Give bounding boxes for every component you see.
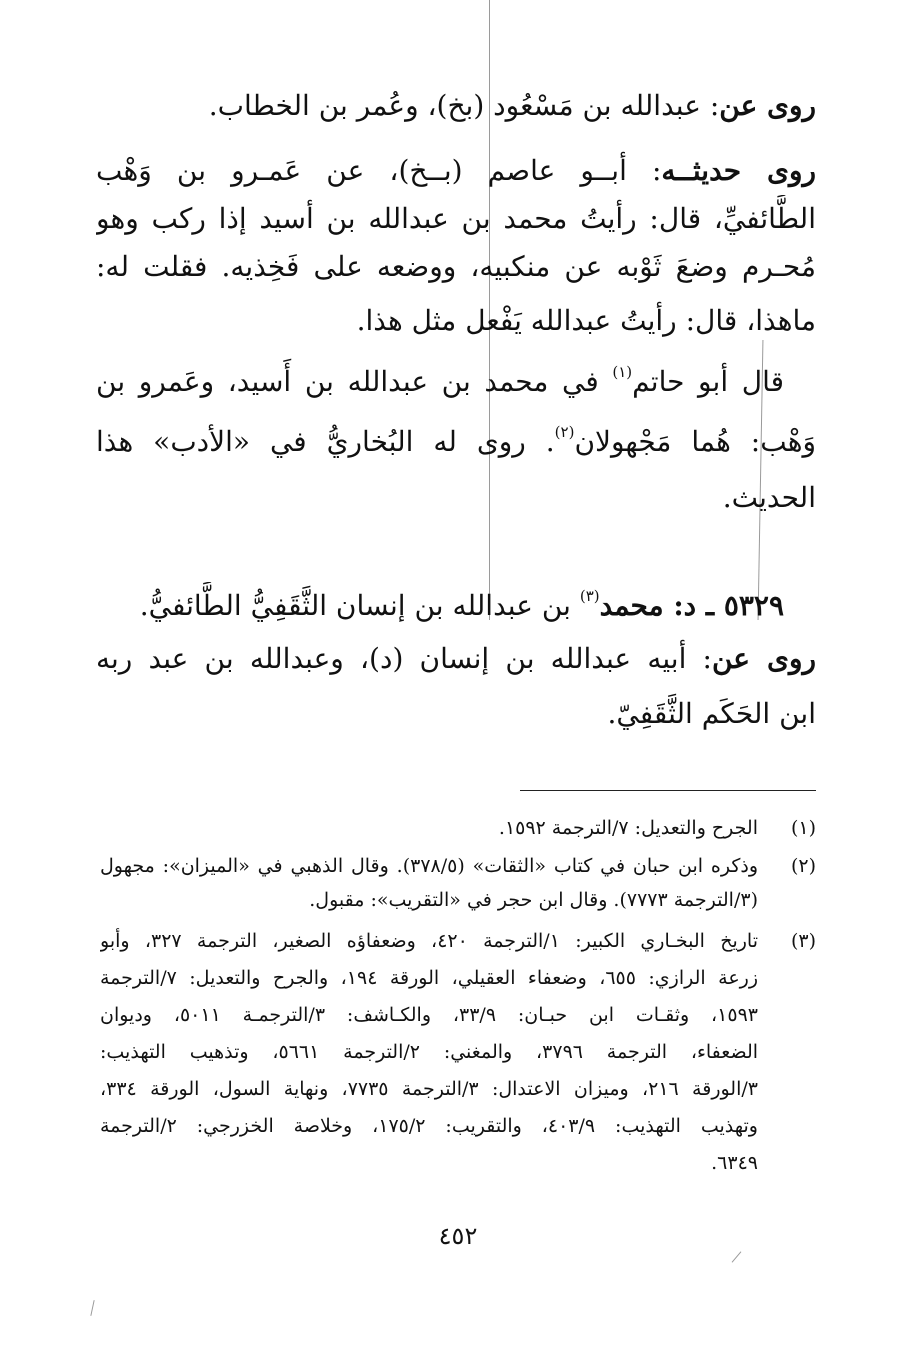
main-text-line (96, 358, 784, 406)
footnote (100, 811, 816, 845)
footnote (100, 924, 816, 1184)
main-text-line (96, 82, 816, 130)
bold-label: روى عن (719, 89, 816, 122)
main-text-line (96, 474, 816, 522)
scan-speck (732, 1251, 742, 1262)
bold-label: ٥٣٢٩ ـ د: محمد (599, 589, 784, 622)
footnote-separator (520, 790, 816, 791)
footnote-line: الضعفاء، الترجمة ٣٧٩٦، والمغني: ٢/الترجمة ٥٦٦١، وتذهيب التهذيب: (100, 1041, 758, 1063)
footnote-number: (١) (790, 817, 816, 839)
text-run: قال أبو حاتم (632, 365, 784, 398)
main-text-line (96, 195, 816, 243)
footnote-line: وتهذيب التهذيب: ٤٠٣/٩، والتقريب: ١٧٥/٢، وخلاصة الخزرجي: ٢/الترجمة (100, 1115, 758, 1137)
footnote (100, 849, 816, 917)
main-text-line (96, 147, 816, 195)
main-text-line (96, 690, 816, 738)
footnote-line: زرعة الرازي: ٦٥٥، وضعفاء العقيلي، الورقة ١٩٤، والجرح والتعديل: ٧/الترجمة (100, 967, 758, 989)
text-run: : أبــو عاصم (بــخ)، عن عَمـرو بن وَهْب (96, 154, 662, 187)
footnote-ref: (١) (612, 363, 633, 381)
footnote-line: وذكره ابن حبان في كتاب «الثقات» (٣٧٨/٥). وقال الذهبي في «الميزان»: مجهول (100, 855, 758, 877)
text-run: في محمد بن عبدالله بن أَسيد، وعَمرو بن (96, 365, 613, 398)
text-run: مُحـرم وضعَ ثَوْبه عن منكبيه، ووضعه على فَخِذيه. فقلت له: (96, 250, 816, 283)
text-run: وَهْب: هُما مَجْهولان (574, 425, 816, 458)
main-text-line (96, 243, 816, 291)
main-text-line (96, 418, 816, 466)
text-run: : أبيه عبدالله بن إنسان (د)، وعبدالله بن عبد ربه (96, 642, 712, 675)
main-text-line (96, 297, 816, 345)
footnote-line: تاريخ البخـاري الكبير: ١/الترجمة ٤٢٠، وضعفاؤه الصغير، الترجمة ٣٢٧، وأبو (100, 930, 758, 952)
page-number: ٤٥٢ (438, 1222, 478, 1250)
bold-label: روى حديثــه (661, 154, 816, 187)
text-run: الطَّائفيِّ، قال: رأيتُ محمد بن عبدالله بن أسيد إذا ركب وهو (96, 202, 816, 235)
text-run: : عبدالله بن مَسْعُود (بخ)، وعُمر بن الخطاب. (208, 89, 720, 122)
footnote-number: (٣) (790, 930, 816, 952)
footnote-line: الجرح والتعديل: ٧/الترجمة ١٥٩٢. (498, 817, 758, 839)
main-text-line (96, 635, 816, 683)
text-run: ماهذا، قال: رأيتُ عبدالله يَفْعل مثل هذا. (356, 304, 816, 337)
footnote-line: ١٥٩٣، وثقـات ابن حبـان: ٣٣/٩، والكـاشف: ٣/الترجمـة ٥٠١١، وديوان (100, 1004, 758, 1026)
text-run: . روى له البُخاريُّ في «الأدب» هذا (96, 425, 555, 458)
footnote-ref: (٣) (579, 587, 600, 605)
entry-heading (96, 582, 784, 630)
scan-speck (90, 1300, 94, 1316)
text-run: الحديث. (722, 481, 816, 514)
footnote-line: ٣/الورقة ٢١٦، وميزان الاعتدال: ٣/الترجمة ٧٧٣٥، ونهاية السول، الورقة ٣٣٤، (100, 1078, 758, 1100)
footnote-ref: (٢) (554, 423, 575, 441)
bold-label: روى عن (711, 642, 816, 675)
text-run: ابن الحَكَم الثَّقَفِيّ. (607, 697, 816, 730)
footnote-number: (٢) (790, 855, 816, 877)
text-run: بن عبدالله بن إنسان الثَّقَفِيُّ الطَّائفيُّ. (139, 589, 580, 622)
footnote-line: (٣/الترجمة ٧٧٧٣). وقال ابن حجر في «التقريب»: مقبول. (309, 889, 758, 911)
footnote-line: ٦٣٤٩. (711, 1152, 758, 1174)
